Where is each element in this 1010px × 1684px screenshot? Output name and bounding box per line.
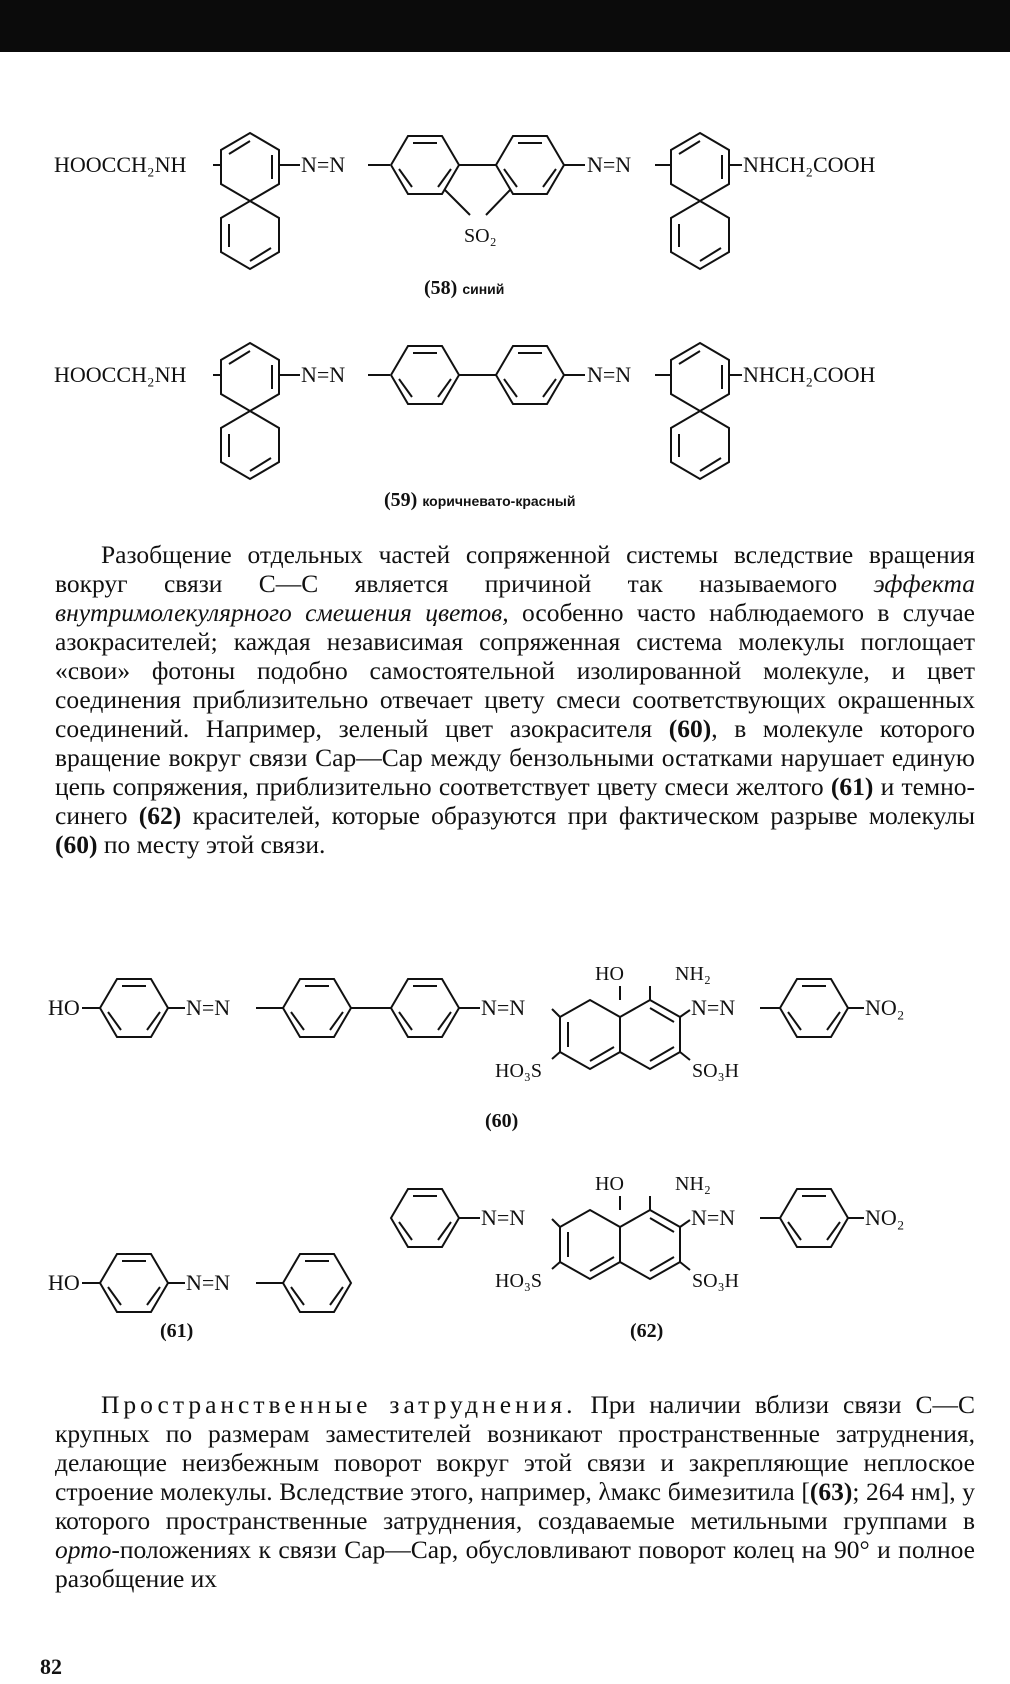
compound-ref: (60) bbox=[668, 714, 712, 743]
amino-label: NH₂ bbox=[675, 1173, 711, 1195]
compound-number: (59) bbox=[384, 489, 418, 511]
nitro-label: NO₂ bbox=[865, 1205, 905, 1230]
compound-color: синий bbox=[462, 281, 505, 297]
emphasis-term: орто bbox=[55, 1535, 112, 1564]
compound-ref: (60) bbox=[55, 830, 98, 859]
paragraph-intramolecular-color-mixing: Разобщение отдельных частей сопряженной системы вследствие вращения вокруг связи С—С является причиной так называемого эффекта внутримолекулярного смешения цветов, особенно часто наблюдаемого в случае азокрасителей; каждая независимая сопряженная система молекулы поглощает «свои» фотоны подобно самостоятельной изолированной молекуле, и цвет соединения приблизительно отвечает цвету смеси соответствующих окрашенных соединений. Например, зеленый цвет азокрасителя (60), в молекуле которого вращение вокруг связи Cар—Cар между бензольными остатками нарушает единую цепь сопряжения, приблизительно соответствует цвету смеси желтого (61) и темно-синего (62) красителей, которые образуются при фактическом разрыве молекулы (60) по месту этой связи. bbox=[55, 540, 976, 859]
paragraph-steric-hindrance: Пространственные затруднения. При наличии вблизи связи С—С крупных по размерам заместителей возникают пространственные затруднения, делающие неизбежным поворот вокруг этой связи и закрепляющие неплоское строение молекулы. Вследствие этого, например, λмакс бимезитила [(63); 264 нм], у которого пространственные затруднения, создаваемые метильными группами в орто-положениях к связи Cар—Cар, обусловливают поворот колец на 90° и полное разобщение их bbox=[55, 1390, 975, 1593]
structure-60-caption bbox=[485, 1110, 518, 1133]
ho-label: HO bbox=[48, 995, 80, 1020]
so2-bridge-label: SO₂ bbox=[464, 225, 497, 247]
amino-label: NH₂ bbox=[675, 963, 711, 985]
structure-59-formula bbox=[0, 340, 1010, 490]
ho-label: HO bbox=[48, 1270, 80, 1295]
azo-label: N=N bbox=[301, 152, 346, 177]
structure-58-caption bbox=[424, 277, 504, 300]
compound-number: (61) bbox=[160, 1320, 194, 1342]
azo-label: N=N bbox=[481, 995, 526, 1020]
compound-ref: (63) bbox=[809, 1477, 853, 1506]
hydroxyl-label: HO bbox=[595, 963, 624, 985]
right-group-label: NHCH₂COOH bbox=[743, 362, 876, 387]
left-group-label: HOOCCH₂NH bbox=[54, 152, 187, 177]
azo-label: N=N bbox=[587, 362, 632, 387]
azo-label: N=N bbox=[481, 1205, 526, 1230]
azo-label: N=N bbox=[691, 995, 736, 1020]
compound-number: (60) bbox=[485, 1110, 519, 1132]
sulfo-left-label: HO₃S bbox=[495, 1270, 542, 1292]
sulfo-right-label: SO₃H bbox=[692, 1270, 739, 1292]
compound-color: коричневато-красный bbox=[422, 493, 576, 509]
scan-top-border bbox=[0, 0, 1010, 52]
structure-62-caption bbox=[630, 1320, 663, 1343]
azo-label: N=N bbox=[186, 995, 231, 1020]
compound-number: (62) bbox=[630, 1320, 664, 1342]
azo-label: N=N bbox=[587, 152, 632, 177]
right-group-label: NHCH₂COOH bbox=[743, 152, 876, 177]
structure-58-formula bbox=[0, 120, 1010, 295]
compound-ref: (62) bbox=[138, 801, 182, 830]
azo-label: N=N bbox=[301, 362, 346, 387]
emphasis-term: эффекта внутримолекулярного смешения цветов, bbox=[55, 569, 975, 627]
section-heading: Пространственные затруднения. bbox=[101, 1390, 577, 1419]
sulfo-left-label: HO₃S bbox=[495, 1060, 542, 1082]
compound-ref: (61) bbox=[830, 772, 874, 801]
left-group-label: HOOCCH₂NH bbox=[54, 362, 187, 387]
compound-number: (58) bbox=[424, 277, 458, 299]
page-number: 82 bbox=[40, 1654, 62, 1679]
hydroxyl-label: HO bbox=[595, 1173, 624, 1195]
nitro-label: NO₂ bbox=[865, 995, 905, 1020]
structure-61-caption bbox=[160, 1320, 193, 1343]
azo-label: N=N bbox=[691, 1205, 736, 1230]
sulfo-right-label: SO₃H bbox=[692, 1060, 739, 1082]
structure-59-caption bbox=[384, 489, 575, 512]
azo-label: N=N bbox=[186, 1270, 231, 1295]
structures-61-62-formula bbox=[0, 1175, 1010, 1340]
